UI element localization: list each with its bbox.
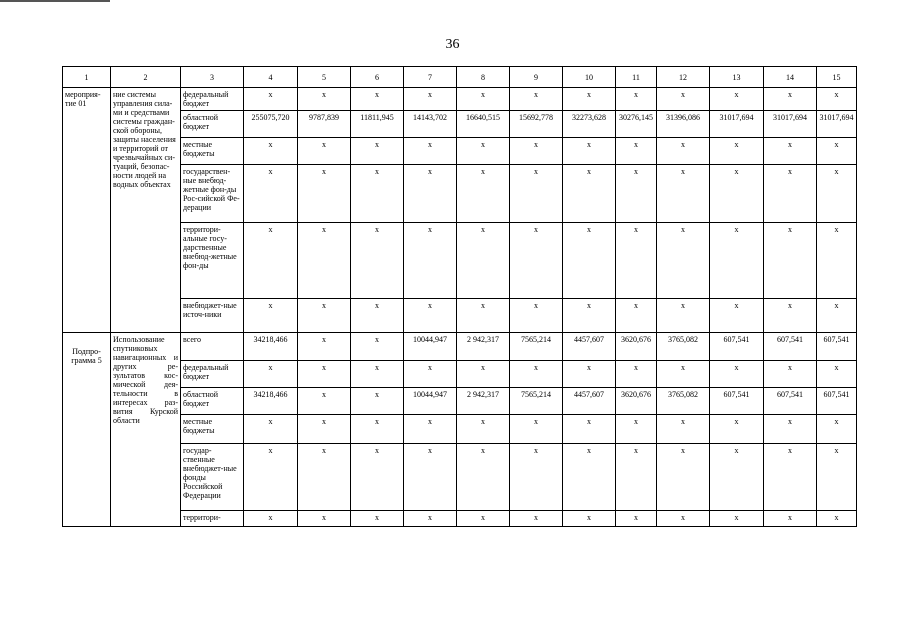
funding-source-cell: местные бюджеты — [181, 415, 244, 444]
value-cell: x — [244, 444, 298, 511]
value-cell: x — [244, 415, 298, 444]
value-cell: x — [563, 299, 616, 333]
value-cell: 2 942,317 — [457, 388, 510, 415]
value-cell: x — [510, 415, 563, 444]
value-cell: 34218,466 — [244, 333, 298, 361]
value-cell: x — [404, 299, 457, 333]
value-cell: x — [657, 299, 710, 333]
column-header: 2 — [111, 67, 181, 88]
value-cell: x — [710, 165, 764, 223]
value-cell: x — [351, 138, 404, 165]
value-cell: x — [563, 511, 616, 527]
column-header: 9 — [510, 67, 563, 88]
value-cell: x — [764, 511, 817, 527]
top-edge-line — [0, 0, 110, 2]
value-cell: x — [298, 361, 351, 388]
value-cell: 10044,947 — [404, 388, 457, 415]
value-cell: 7565,214 — [510, 388, 563, 415]
value-cell: 11811,945 — [351, 111, 404, 138]
value-cell: x — [510, 444, 563, 511]
value-cell: x — [657, 511, 710, 527]
value-cell: x — [351, 299, 404, 333]
value-cell: x — [351, 333, 404, 361]
value-cell: 607,541 — [764, 333, 817, 361]
column-header: 14 — [764, 67, 817, 88]
value-cell: 3765,082 — [657, 388, 710, 415]
value-cell: x — [404, 223, 457, 299]
value-cell: x — [351, 88, 404, 111]
value-cell: 4457,607 — [563, 388, 616, 415]
value-cell: 2 942,317 — [457, 333, 510, 361]
value-cell: 3620,676 — [616, 388, 657, 415]
value-cell: x — [351, 444, 404, 511]
value-cell: x — [244, 88, 298, 111]
value-cell: x — [817, 165, 857, 223]
value-cell: x — [817, 223, 857, 299]
value-cell: x — [298, 388, 351, 415]
value-cell: x — [298, 223, 351, 299]
value-cell: 607,541 — [817, 333, 857, 361]
table-row — [63, 388, 857, 415]
value-cell: x — [817, 361, 857, 388]
value-cell: x — [244, 138, 298, 165]
funding-source-cell: государ-ственные внебюджет-ные фонды Российской Федерации — [181, 444, 244, 511]
value-cell: x — [404, 165, 457, 223]
value-cell: x — [710, 138, 764, 165]
value-cell: x — [298, 138, 351, 165]
value-cell: x — [817, 299, 857, 333]
value-cell: x — [616, 88, 657, 111]
value-cell: x — [351, 415, 404, 444]
value-cell: x — [817, 511, 857, 527]
value-cell: x — [298, 415, 351, 444]
value-cell: x — [244, 299, 298, 333]
value-cell: x — [616, 511, 657, 527]
table-row — [63, 88, 857, 111]
value-cell: x — [764, 165, 817, 223]
value-cell: x — [244, 361, 298, 388]
block2-name-cell: Использование спутниковых навигационных и других ре-зультатов кос-мической дея-тельности в интересах раз-вития Курской области — [111, 333, 181, 527]
value-cell: x — [457, 223, 510, 299]
value-cell: x — [298, 165, 351, 223]
table-row — [63, 111, 857, 138]
value-cell: x — [657, 444, 710, 511]
value-cell: x — [657, 88, 710, 111]
value-cell: 607,541 — [764, 388, 817, 415]
column-header: 4 — [244, 67, 298, 88]
budget-table — [62, 66, 857, 527]
value-cell: x — [510, 223, 563, 299]
value-cell: 14143,702 — [404, 111, 457, 138]
value-cell: x — [764, 138, 817, 165]
column-header: 7 — [404, 67, 457, 88]
value-cell: x — [298, 299, 351, 333]
value-cell: x — [764, 361, 817, 388]
value-cell: x — [298, 333, 351, 361]
value-cell: x — [510, 511, 563, 527]
value-cell: 16640,515 — [457, 111, 510, 138]
value-cell: x — [817, 415, 857, 444]
table-row — [63, 511, 857, 527]
value-cell: x — [457, 444, 510, 511]
value-cell: x — [563, 444, 616, 511]
block1-title-cell: мероприя-тие 01 — [63, 88, 111, 333]
value-cell: x — [764, 88, 817, 111]
value-cell: x — [510, 361, 563, 388]
value-cell: x — [244, 223, 298, 299]
funding-source-cell: местные бюджеты — [181, 138, 244, 165]
funding-source-cell: территори-альные госу-дарственные внебюд-жетные фон-ды — [181, 223, 244, 299]
value-cell: x — [817, 138, 857, 165]
value-cell: x — [616, 444, 657, 511]
value-cell: x — [563, 138, 616, 165]
value-cell: x — [457, 415, 510, 444]
value-cell: x — [616, 138, 657, 165]
value-cell: x — [298, 511, 351, 527]
value-cell: x — [563, 165, 616, 223]
value-cell: x — [616, 299, 657, 333]
value-cell: x — [710, 361, 764, 388]
value-cell: x — [510, 88, 563, 111]
value-cell: x — [616, 415, 657, 444]
value-cell: x — [457, 299, 510, 333]
value-cell: x — [710, 444, 764, 511]
column-header: 3 — [181, 67, 244, 88]
value-cell: 607,541 — [817, 388, 857, 415]
value-cell: x — [710, 223, 764, 299]
value-cell: 607,541 — [710, 388, 764, 415]
value-cell: x — [764, 415, 817, 444]
value-cell: 9787,839 — [298, 111, 351, 138]
value-cell: x — [710, 88, 764, 111]
funding-source-cell: федеральный бюджет — [181, 88, 244, 111]
value-cell: 3620,676 — [616, 333, 657, 361]
column-header: 1 — [63, 67, 111, 88]
value-cell: 31396,086 — [657, 111, 710, 138]
column-header: 10 — [563, 67, 616, 88]
value-cell: x — [244, 511, 298, 527]
table-body — [63, 67, 857, 527]
value-cell: x — [657, 165, 710, 223]
value-cell: x — [657, 138, 710, 165]
value-cell: x — [244, 165, 298, 223]
table-row — [63, 361, 857, 388]
value-cell: x — [457, 88, 510, 111]
funding-source-cell: государствен-ные внебюд-жетные фон-ды Рос-сийской Фе-дерации — [181, 165, 244, 223]
value-cell: x — [764, 299, 817, 333]
value-cell: x — [351, 165, 404, 223]
value-cell: x — [510, 138, 563, 165]
value-cell: x — [351, 223, 404, 299]
value-cell: x — [657, 361, 710, 388]
value-cell: x — [404, 361, 457, 388]
value-cell: x — [710, 415, 764, 444]
value-cell: x — [351, 511, 404, 527]
funding-source-cell: областной бюджет — [181, 388, 244, 415]
value-cell: x — [657, 415, 710, 444]
value-cell: 31017,694 — [764, 111, 817, 138]
funding-source-cell: территори- — [181, 511, 244, 527]
value-cell: x — [710, 299, 764, 333]
value-cell: 607,541 — [710, 333, 764, 361]
value-cell: 32273,628 — [563, 111, 616, 138]
funding-source-cell: всего — [181, 333, 244, 361]
table-row — [63, 444, 857, 511]
value-cell: x — [510, 299, 563, 333]
value-cell: 3765,082 — [657, 333, 710, 361]
column-header: 12 — [657, 67, 710, 88]
value-cell: 31017,694 — [710, 111, 764, 138]
block1-name-cell: ние системы управления сила-ми и средствами системы граждан-ской обороны, защиты населения и территорий от чрезвычайных си-туаций, безопас-ности людей на водных объектах — [111, 88, 181, 333]
column-number-row — [63, 67, 857, 88]
column-header: 8 — [457, 67, 510, 88]
value-cell: x — [404, 415, 457, 444]
column-header: 6 — [351, 67, 404, 88]
page-number: 36 — [445, 37, 460, 52]
value-cell: 4457,607 — [563, 333, 616, 361]
value-cell: x — [404, 444, 457, 511]
value-cell: 30276,145 — [616, 111, 657, 138]
value-cell: 34218,466 — [244, 388, 298, 415]
value-cell: x — [510, 165, 563, 223]
value-cell: x — [351, 388, 404, 415]
value-cell: x — [404, 138, 457, 165]
table-row — [63, 333, 857, 361]
value-cell: x — [298, 444, 351, 511]
value-cell: 10044,947 — [404, 333, 457, 361]
value-cell: x — [563, 88, 616, 111]
value-cell: x — [710, 511, 764, 527]
value-cell: 31017,694 — [817, 111, 857, 138]
value-cell: x — [298, 88, 351, 111]
value-cell: x — [616, 165, 657, 223]
value-cell: x — [457, 511, 510, 527]
funding-source-cell: внебюджет-ные источ-ники — [181, 299, 244, 333]
value-cell: x — [563, 361, 616, 388]
column-header: 13 — [710, 67, 764, 88]
funding-source-cell: областной бюджет — [181, 111, 244, 138]
funding-source-cell: федеральный бюджет — [181, 361, 244, 388]
value-cell: x — [563, 223, 616, 299]
value-cell: x — [817, 88, 857, 111]
value-cell: x — [457, 138, 510, 165]
value-cell: 255075,720 — [244, 111, 298, 138]
table-row — [63, 415, 857, 444]
value-cell: 7565,214 — [510, 333, 563, 361]
column-header: 15 — [817, 67, 857, 88]
table-row — [63, 138, 857, 165]
value-cell: x — [404, 88, 457, 111]
column-header: 11 — [616, 67, 657, 88]
value-cell: x — [404, 511, 457, 527]
value-cell: x — [817, 444, 857, 511]
value-cell: x — [616, 361, 657, 388]
value-cell: x — [764, 444, 817, 511]
value-cell: 15692,778 — [510, 111, 563, 138]
column-header: 5 — [298, 67, 351, 88]
value-cell: x — [764, 223, 817, 299]
value-cell: x — [457, 165, 510, 223]
block2-title-cell: Подпро-грамма 5 — [63, 333, 111, 527]
value-cell: x — [616, 223, 657, 299]
table-row — [63, 299, 857, 333]
table-row — [63, 223, 857, 299]
value-cell: x — [563, 415, 616, 444]
table-row — [63, 165, 857, 223]
value-cell: x — [351, 361, 404, 388]
value-cell: x — [457, 361, 510, 388]
value-cell: x — [657, 223, 710, 299]
